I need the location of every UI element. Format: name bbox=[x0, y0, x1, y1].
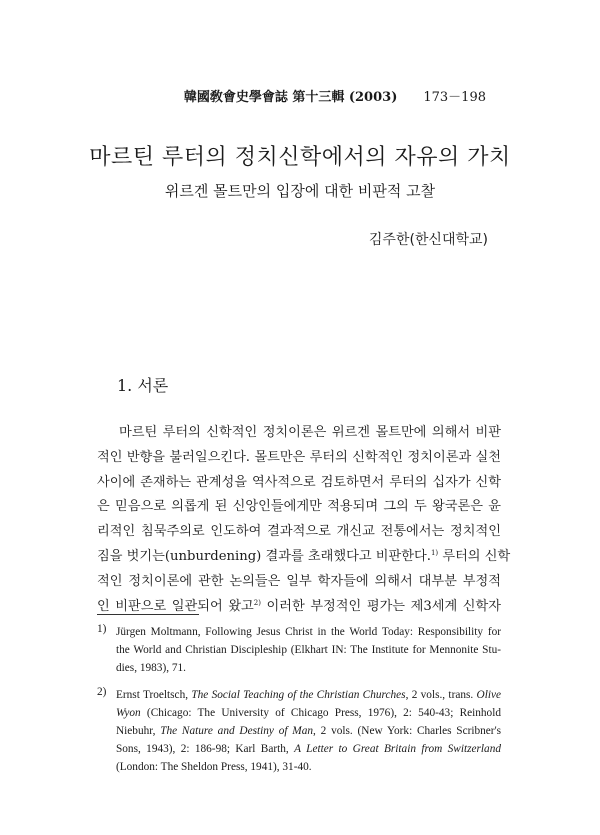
fn-translator: Wyon bbox=[116, 706, 141, 719]
footnote-ref[interactable]: 2) bbox=[253, 598, 261, 607]
fn-text: , 2 vols. (New York: Charles Scribner's bbox=[313, 724, 502, 737]
author-affiliation: 김주한(한신대학교) bbox=[368, 232, 488, 248]
footnote-ref[interactable]: 1) bbox=[430, 548, 439, 557]
footnote-1 bbox=[97, 623, 501, 678]
fn-translator: Olive bbox=[476, 688, 501, 701]
footnote-line bbox=[97, 704, 501, 722]
footnote-line: the World and Christian Discipleship (Elkhart IN: The Institute for Mennonite Stu- bbox=[116, 644, 501, 657]
fn-book-title: A Letter to Great Britain from Switzerland bbox=[294, 743, 501, 756]
fn-text: Sons, 1943), 2: 186-98; Karl Barth, bbox=[116, 743, 295, 756]
journal-name: 韓國敎會史學會誌 第十三輯 (2003) bbox=[183, 90, 398, 105]
footnotes bbox=[97, 623, 501, 785]
body-line: 은 믿음으로 의롭게 된 신앙인들에게만 적용되며 그의 두 왕국론은 윤 bbox=[97, 499, 501, 515]
footnote-marker: 2) bbox=[97, 685, 107, 698]
footnote-line bbox=[97, 722, 501, 740]
fn-text: Ernst Troeltsch, bbox=[116, 688, 192, 701]
body-line: 사이에 존재하는 관계성을 역사적으로 검토하면서 루터의 십자가 신학 bbox=[97, 474, 501, 490]
body-paragraph bbox=[97, 421, 511, 619]
running-header bbox=[184, 86, 486, 105]
fn-book-title: The Social Teaching of the Christian Churches bbox=[191, 688, 406, 701]
footnote-2 bbox=[97, 686, 501, 777]
body-line bbox=[97, 595, 501, 620]
body-line: 리적인 침묵주의로 인도하여 결과적으로 개신교 전통에서는 정치적인 bbox=[97, 524, 501, 540]
paper-subtitle: 위르겐 몰트만의 입장에 대한 비판적 고찰 bbox=[164, 182, 436, 200]
body-line: 마르틴 루터의 신학적인 정치이론은 위르겐 몰트만에 의해서 비판 bbox=[119, 425, 501, 440]
footnote-line bbox=[97, 740, 501, 758]
body-text-segment: 인 비판으로 일관되어 왔고 bbox=[97, 598, 254, 614]
body-text-segment: 짐을 벗기는(unburdening) 결과를 초래했다고 비판한다. bbox=[97, 548, 431, 564]
fn-text: Niebuhr, bbox=[116, 724, 161, 737]
section-heading: 1. 서론 bbox=[117, 376, 169, 395]
body-text-segment: 이러한 부정적인 평가는 제3세계 신학자 bbox=[266, 598, 501, 614]
footnote-marker: 1) bbox=[97, 623, 107, 635]
footnote-line: (London: The Sheldon Press, 1941), 31-40. bbox=[116, 761, 312, 774]
footnote-line: Jürgen Moltmann, Following Jesus Christ in the World Today: Responsibility for bbox=[116, 626, 501, 638]
body-text-segment: 루터의 신학 bbox=[442, 548, 511, 564]
footnote-line: dies, 1983), 71. bbox=[116, 662, 186, 675]
body-line: 적인 정치이론에 관한 논의들은 일부 학자들에 의해서 대부분 부정적 bbox=[97, 573, 501, 589]
body-line: 적인 반향을 불러일으킨다. 몰트만은 루터의 신학적인 정치이론과 실천 bbox=[97, 449, 501, 465]
footnote-line bbox=[97, 686, 501, 704]
page-range: 173－198 bbox=[423, 90, 486, 105]
body-line bbox=[97, 545, 511, 570]
fn-text: , 2 vols., trans. bbox=[405, 688, 477, 701]
fn-text: (Chicago: The University of Chicago Press, 1976), 2: 540-43; Reinhold bbox=[140, 706, 501, 719]
fn-book-title: The Nature and Destiny of Man bbox=[160, 724, 314, 737]
paper-title: 마르틴 루터의 정치신학에서의 자유의 가치 bbox=[89, 145, 511, 170]
footnote-divider bbox=[97, 614, 199, 615]
